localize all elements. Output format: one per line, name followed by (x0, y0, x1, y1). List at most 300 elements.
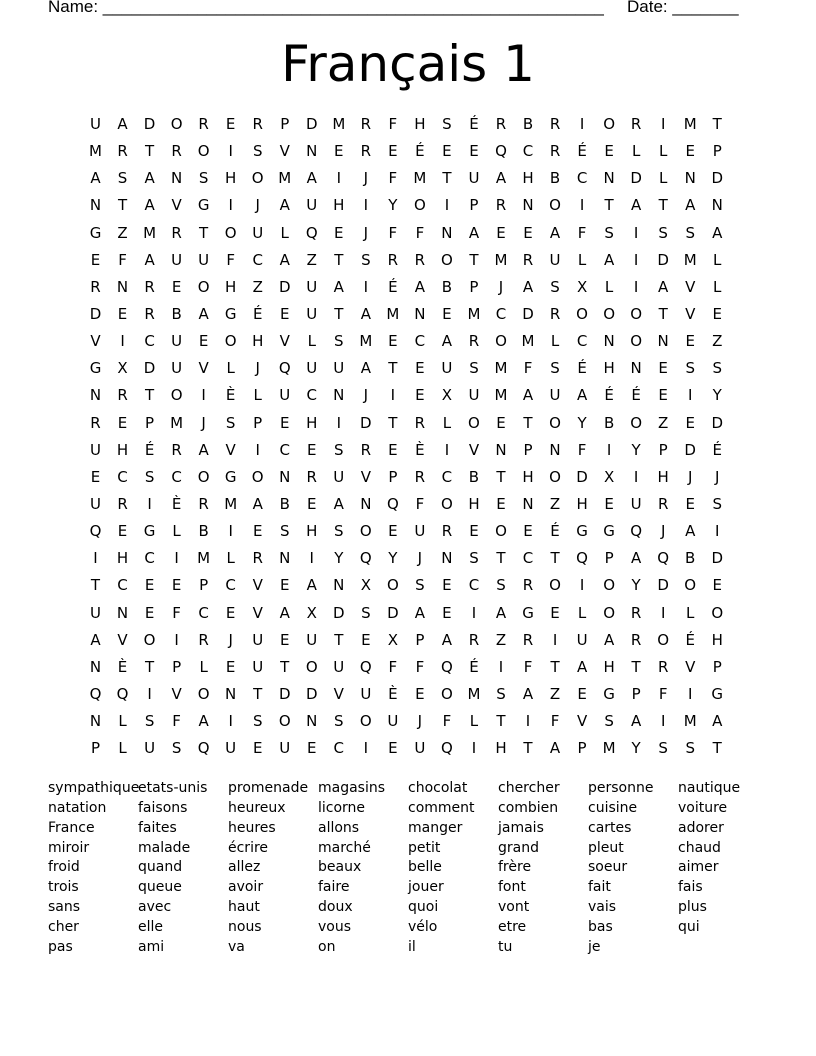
grid-letter: T (388, 413, 398, 432)
grid-letter: A (631, 549, 642, 568)
grid-letter: O (197, 467, 210, 486)
word-bank-item: froid (48, 859, 80, 876)
grid-letter: A (333, 277, 344, 296)
grid-letter: S (550, 359, 560, 378)
grid-letter: V (685, 277, 696, 296)
grid-letter: I (660, 115, 666, 133)
grid-letter: P (577, 739, 587, 758)
grid-letter: I (336, 413, 342, 432)
grid-letter: I (444, 440, 450, 459)
grid-letter: O (224, 332, 237, 351)
grid-letter: B (468, 467, 480, 486)
grid-letter: E (469, 142, 479, 161)
grid-letter: E (334, 142, 344, 161)
grid-letter: J (417, 712, 423, 731)
grid-letter: O (197, 142, 210, 161)
grid-letter: C (522, 142, 534, 161)
grid-letter: Z (252, 277, 263, 296)
grid-letter: U (576, 630, 588, 649)
word-bank-item: avoir (228, 879, 264, 896)
grid-letter: I (606, 440, 612, 459)
grid-letter: C (117, 576, 128, 595)
word-bank-item: grand (498, 839, 539, 856)
grid-letter: O (305, 657, 318, 676)
grid-letter: A (414, 277, 426, 296)
grid-letter: J (255, 196, 260, 215)
grid-letter: D (360, 413, 372, 432)
grid-letter: H (711, 630, 723, 649)
grid-letter: H (333, 196, 345, 215)
grid-letter: P (604, 549, 614, 568)
grid-letter: E (685, 142, 695, 161)
word-bank-item: tu (498, 938, 513, 955)
word-bank-item: qui (678, 918, 700, 935)
grid-letter: E (144, 603, 155, 622)
grid-letter: E (442, 142, 452, 161)
grid-letter: I (633, 467, 639, 486)
word-bank-item: cher (48, 918, 79, 935)
grid-letter: U (333, 467, 345, 486)
grid-letter: V (90, 332, 101, 351)
grid-letter: R (198, 115, 209, 133)
word-search-grid (82, 113, 731, 764)
word-bank-item: promenade (228, 780, 309, 796)
word-bank-item: malade (138, 839, 191, 856)
grid-letter: E (604, 494, 614, 513)
grid-letter: O (170, 115, 183, 133)
grid-letter: H (414, 115, 426, 133)
word-bank-item: soeur (588, 859, 628, 876)
grid-letter: X (576, 277, 588, 296)
grid-letter: R (522, 576, 534, 595)
grid-letter: P (469, 277, 479, 296)
grid-letter: G (224, 467, 237, 486)
grid-letter: R (522, 630, 534, 649)
grid-letter: A (549, 739, 561, 758)
grid-letter: U (306, 630, 318, 649)
grid-letter: S (712, 494, 722, 513)
grid-letter: Q (359, 549, 372, 568)
grid-letter: I (633, 277, 639, 296)
grid-letter: P (415, 630, 425, 649)
grid-letter: A (198, 712, 209, 731)
word-bank-item: petit (408, 839, 441, 856)
word-bank-item: chaud (678, 839, 721, 856)
grid-letter: J (201, 413, 206, 432)
grid-letter: È (225, 386, 236, 405)
grid-letter: B (171, 304, 182, 323)
grid-letter: J (498, 277, 504, 296)
grid-letter: F (523, 657, 533, 676)
grid-letter: P (199, 576, 209, 595)
grid-letter: E (198, 332, 209, 351)
grid-letter: B (279, 494, 290, 513)
grid-letter: D (143, 359, 156, 378)
grid-letter: C (252, 250, 263, 269)
grid-letter: R (549, 142, 561, 161)
grid-letter: D (305, 684, 318, 703)
grid-letter: Q (386, 494, 399, 513)
grid-letter: Q (116, 684, 129, 703)
grid-letter: R (414, 413, 426, 432)
grid-letter: S (279, 522, 290, 541)
grid-letter: E (658, 386, 668, 405)
grid-letter: I (228, 142, 233, 161)
grid-letter: N (306, 712, 318, 731)
grid-letter: A (90, 169, 101, 188)
grid-letter: F (415, 223, 425, 242)
grid-letter: N (360, 494, 372, 513)
grid-letter: N (306, 142, 318, 161)
grid-letter: I (471, 739, 477, 758)
grid-letter: S (171, 739, 182, 758)
word-bank-item: sympathique (48, 780, 140, 796)
grid-letter: S (144, 712, 155, 731)
grid-letter: O (170, 386, 183, 405)
grid-letter: S (252, 712, 263, 731)
grid-letter: G (224, 304, 237, 323)
grid-letter: Z (549, 494, 561, 513)
grid-letter: R (252, 115, 263, 133)
word-bank-item: je (588, 938, 601, 955)
grid-letter: O (603, 304, 616, 323)
grid-letter: U (279, 739, 291, 758)
grid-letter: J (255, 359, 260, 378)
grid-letter: V (279, 142, 290, 161)
grid-letter: N (549, 440, 561, 459)
grid-letter: T (550, 657, 560, 676)
grid-letter: R (144, 277, 155, 296)
grid-letter: N (603, 332, 615, 351)
grid-letter: H (306, 413, 318, 432)
grid-letter: U (387, 712, 399, 731)
grid-letter: Q (441, 657, 453, 676)
grid-letter: U (252, 630, 264, 649)
word-bank-item: fait (588, 879, 611, 896)
grid-letter: L (118, 739, 127, 758)
grid-letter: G (89, 359, 102, 378)
grid-letter: R (90, 413, 101, 432)
grid-letter: Q (305, 223, 318, 242)
grid-letter: I (174, 549, 179, 568)
word-bank-item: etre (498, 918, 527, 935)
word-bank (48, 778, 768, 957)
grid-letter: P (388, 467, 398, 486)
grid-letter: Z (495, 630, 507, 649)
grid-letter: I (525, 712, 531, 731)
grid-letter: R (414, 250, 426, 269)
word-bank-item: belle (408, 859, 442, 876)
grid-letter: G (603, 522, 615, 541)
grid-letter: I (228, 196, 233, 215)
word-bank-item: cuisine (588, 799, 638, 816)
grid-letter: A (90, 630, 101, 649)
grid-letter: V (360, 467, 371, 486)
grid-letter: A (631, 712, 642, 731)
grid-letter: H (225, 277, 237, 296)
grid-letter: P (280, 115, 290, 133)
grid-letter: E (334, 223, 344, 242)
grid-letter: I (336, 169, 342, 188)
grid-letter: R (198, 630, 209, 649)
grid-letter: R (90, 277, 101, 296)
grid-letter: F (577, 223, 587, 242)
grid-letter: L (577, 603, 587, 622)
grid-letter: I (363, 739, 369, 758)
grid-letter: I (715, 522, 720, 541)
grid-letter: O (441, 684, 453, 703)
grid-letter: B (603, 413, 615, 432)
grid-letter: C (171, 467, 182, 486)
grid-letter: U (468, 386, 480, 405)
grid-letter: R (306, 467, 317, 486)
word-bank-item: adorer (678, 819, 724, 836)
grid-letter: U (252, 223, 264, 242)
word-bank-item: allez (228, 859, 261, 876)
grid-letter: S (361, 603, 371, 622)
grid-letter: S (144, 467, 155, 486)
grid-letter: F (118, 250, 127, 269)
grid-letter: E (523, 522, 533, 541)
grid-letter: M (386, 304, 400, 323)
grid-letter: L (550, 332, 560, 351)
grid-letter: E (604, 142, 614, 161)
grid-letter: S (225, 413, 236, 432)
grid-letter: T (90, 576, 101, 595)
grid-letter: E (279, 304, 290, 323)
grid-letter: E (117, 413, 128, 432)
grid-letter: C (279, 440, 290, 459)
word-bank-item: il (408, 938, 416, 955)
grid-letter: T (658, 196, 668, 215)
grid-letter: T (550, 549, 560, 568)
grid-letter: H (576, 494, 588, 513)
grid-letter: A (441, 630, 453, 649)
grid-letter: D (387, 603, 399, 622)
grid-letter: M (683, 250, 697, 269)
grid-letter: G (603, 684, 615, 703)
grid-letter: B (198, 522, 209, 541)
page-title: Français 1 (281, 35, 535, 93)
grid-letter: A (576, 657, 588, 676)
grid-letter: O (386, 576, 399, 595)
grid-letter: A (658, 277, 669, 296)
grid-letter: E (144, 576, 155, 595)
grid-letter: A (144, 196, 155, 215)
grid-letter: I (633, 250, 639, 269)
grid-letter: T (631, 657, 641, 676)
grid-letter: E (577, 684, 587, 703)
word-bank-item: faites (138, 819, 177, 836)
word-bank-item: vélo (408, 918, 438, 935)
grid-letter: I (390, 386, 396, 405)
grid-letter: U (549, 250, 561, 269)
grid-letter: A (360, 304, 371, 323)
grid-letter: D (305, 115, 318, 133)
grid-letter: S (496, 576, 506, 595)
grid-letter: H (116, 549, 129, 568)
word-bank-item: personne (588, 780, 654, 796)
grid-letter: Q (197, 739, 210, 758)
grid-letter: V (252, 603, 263, 622)
grid-letter: M (143, 223, 157, 242)
word-bank-item: bas (588, 918, 613, 935)
grid-letter: T (280, 657, 290, 676)
grid-letter: B (441, 277, 453, 296)
grid-letter: H (306, 522, 318, 541)
grid-letter: S (415, 576, 425, 595)
grid-letter: H (116, 440, 129, 459)
grid-letter: T (658, 304, 668, 323)
grid-letter: S (712, 359, 722, 378)
grid-letter: Q (576, 549, 588, 568)
grid-letter: A (279, 603, 290, 622)
grid-letter: G (576, 522, 588, 541)
grid-letter: L (631, 142, 641, 161)
grid-letter: U (252, 657, 264, 676)
grid-letter: U (306, 196, 318, 215)
grid-letter: V (171, 196, 182, 215)
grid-letter: E (442, 603, 452, 622)
grid-letter: R (630, 115, 642, 133)
grid-letter: E (388, 522, 398, 541)
grid-letter: U (171, 250, 183, 269)
grid-letter: I (687, 386, 693, 405)
grid-letter: A (712, 223, 723, 242)
grid-letter: J (660, 522, 666, 541)
grid-letter: R (360, 142, 372, 161)
grid-letter: D (576, 467, 588, 486)
grid-letter: C (468, 576, 480, 595)
grid-letter: O (197, 277, 210, 296)
grid-letter: E (279, 630, 290, 649)
grid-letter: É (550, 522, 560, 541)
grid-letter: U (333, 359, 345, 378)
grid-letter: R (657, 494, 669, 513)
grid-letter: J (687, 467, 693, 486)
grid-letter: Y (577, 413, 587, 432)
grid-letter: T (144, 142, 155, 161)
grid-letter: S (604, 223, 614, 242)
word-bank-item: font (498, 879, 526, 896)
grid-letter: I (228, 712, 233, 731)
word-bank-item: pas (48, 938, 73, 955)
grid-letter: M (494, 250, 508, 269)
grid-letter: L (253, 386, 262, 405)
grid-letter: O (224, 223, 237, 242)
grid-letter: N (630, 359, 642, 378)
word-bank-item: haut (228, 899, 260, 916)
word-bank-item: doux (318, 899, 353, 916)
grid-letter: D (278, 684, 291, 703)
grid-letter: S (685, 739, 695, 758)
grid-letter: I (201, 386, 206, 405)
word-bank-item: faisons (138, 799, 188, 816)
grid-letter: I (633, 223, 639, 242)
grid-letter: U (90, 440, 101, 459)
grid-letter: O (441, 250, 453, 269)
grid-letter: S (334, 332, 344, 351)
grid-letter: Q (89, 684, 102, 703)
grid-letter: É (604, 386, 614, 405)
grid-letter: P (469, 196, 479, 215)
grid-letter: S (658, 223, 668, 242)
grid-letter: A (603, 250, 615, 269)
grid-letter: M (467, 684, 481, 703)
grid-letter: E (496, 223, 506, 242)
grid-letter: N (333, 386, 345, 405)
grid-letter: S (685, 359, 695, 378)
grid-letter: E (252, 522, 263, 541)
grid-letter: Q (630, 522, 643, 541)
grid-letter: I (660, 712, 666, 731)
grid-letter: N (89, 196, 102, 215)
grid-letter: M (494, 359, 508, 378)
grid-letter: C (522, 549, 534, 568)
grid-letter: E (550, 603, 560, 622)
grid-letter: E (307, 739, 317, 758)
grid-letter: M (494, 386, 508, 405)
grid-letter: O (603, 115, 616, 133)
grid-letter: E (307, 494, 317, 513)
grid-letter: D (711, 169, 724, 188)
grid-letter: L (226, 549, 235, 568)
grid-letter: N (441, 549, 453, 568)
grid-letter: I (363, 277, 369, 296)
grid-letter: T (496, 467, 506, 486)
grid-letter: E (388, 332, 398, 351)
grid-letter: I (309, 549, 314, 568)
grid-letter: E (388, 440, 398, 459)
grid-letter: B (522, 115, 534, 133)
header (48, 0, 748, 21)
grid-letter: E (415, 684, 425, 703)
grid-letter: Z (549, 684, 561, 703)
grid-letter: E (252, 739, 263, 758)
grid-letter: A (495, 603, 507, 622)
grid-letter: A (198, 304, 209, 323)
grid-letter: V (117, 630, 128, 649)
word-bank-item: frère (498, 859, 532, 876)
grid-letter: I (147, 684, 152, 703)
grid-letter: G (89, 223, 102, 242)
grid-letter: É (577, 359, 587, 378)
grid-letter: J (363, 223, 369, 242)
grid-letter: B (549, 169, 561, 188)
grid-letter: Z (306, 250, 317, 269)
grid-letter: T (523, 739, 533, 758)
grid-letter: R (171, 223, 182, 242)
grid-letter: U (306, 277, 318, 296)
grid-letter: M (170, 413, 184, 432)
grid-letter: D (711, 549, 724, 568)
grid-letter: É (577, 142, 587, 161)
grid-letter: I (579, 115, 585, 133)
grid-letter: U (630, 494, 642, 513)
grid-letter: R (360, 115, 372, 133)
word-bank-item: marché (318, 839, 371, 856)
grid-letter: F (442, 712, 452, 731)
grid-letter: É (712, 440, 722, 459)
grid-letter: T (604, 196, 614, 215)
grid-letter: A (414, 603, 426, 622)
grid-letter: D (522, 304, 534, 323)
grid-letter: Y (631, 576, 641, 595)
grid-letter: Y (388, 196, 398, 215)
grid-letter: X (387, 630, 398, 649)
grid-letter: A (441, 332, 453, 351)
grid-letter: T (712, 115, 722, 133)
